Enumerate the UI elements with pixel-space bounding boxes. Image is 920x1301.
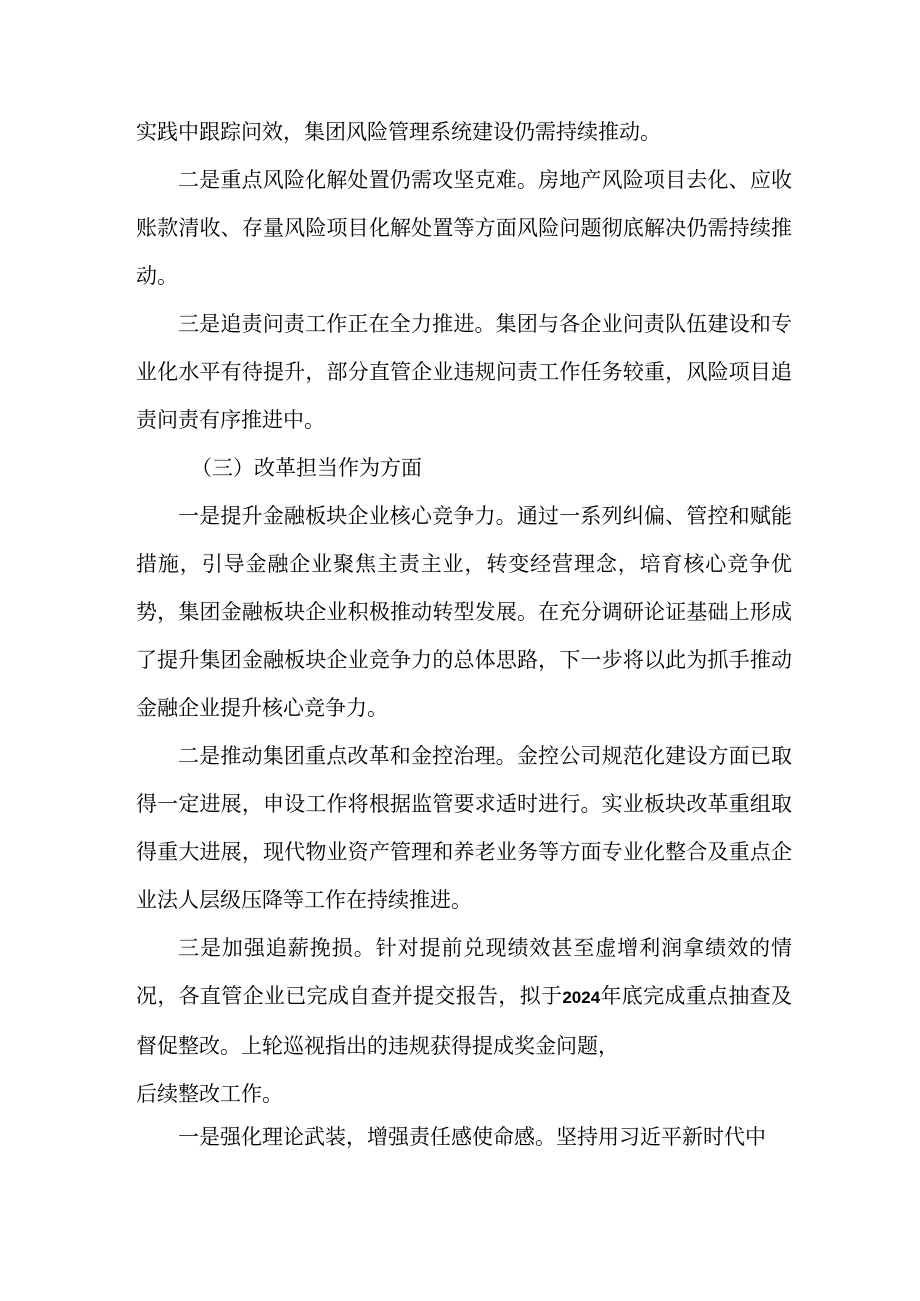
paragraph-6-text-before: 三是加强追薪挽损。针对提前兑现绩效甚至虚增利润拿绩效的情况，各直管企业已完成自查并提交报告，拟于 <box>136 936 792 1008</box>
paragraph-7: 后续整改工作。 <box>136 1082 283 1106</box>
paragraph-8: 一是强化理论武装，增强责任感使命感。坚持用习近平新时代中 <box>178 1125 766 1149</box>
section-heading: （三）改革担当作为方面 <box>191 456 422 480</box>
document-body <box>136 108 792 1161</box>
year-number: 2024 <box>562 988 601 1007</box>
paragraph-4: 一是提升金融板块企业核心竞争力。通过一系列纠偏、管控和赋能措施，引导金融企业聚焦主责主业，转变经营理念，培育核心竞争优势，集团金融板块企业积极推动转型发展。在充分调研论证基础上形成了提升集团金融板块企业竞争力的总体思路，下一步将以此为抓手推动金融企业提升核心竞争力。 <box>136 504 792 720</box>
paragraph-1: 实践中跟踪问效，集团风险管理系统建设仍需持续推动。 <box>136 120 661 144</box>
paragraph-6 <box>136 924 792 1070</box>
paragraph-6-text-after: 年底完成重点抽查及督促整改。上轮巡视指出的违规获得提成奖金问题， <box>136 984 793 1058</box>
paragraph-5: 二是推动集团重点改革和金控治理。金控公司规范化建设方面已取得一定进展，申设工作将根据监管要求适时进行。实业板块改革重组取得重大进展，现代物业资产管理和养老业务等方面专业化整合及重点企业法人层级压降等工作在持续推进。 <box>136 744 792 912</box>
paragraph-2: 二是重点风险化解处置仍需攻坚克难。房地产风险项目去化、应收账款清收、存量风险项目化解处置等方面风险问题彻底解决仍需持续推动。 <box>136 168 792 288</box>
paragraph-3: 三是追责问责工作正在全力推进。集团与各企业问责队伍建设和专业化水平有待提升，部分直管企业违规问责工作任务较重，风险项目追责问责有序推进中。 <box>136 312 792 432</box>
